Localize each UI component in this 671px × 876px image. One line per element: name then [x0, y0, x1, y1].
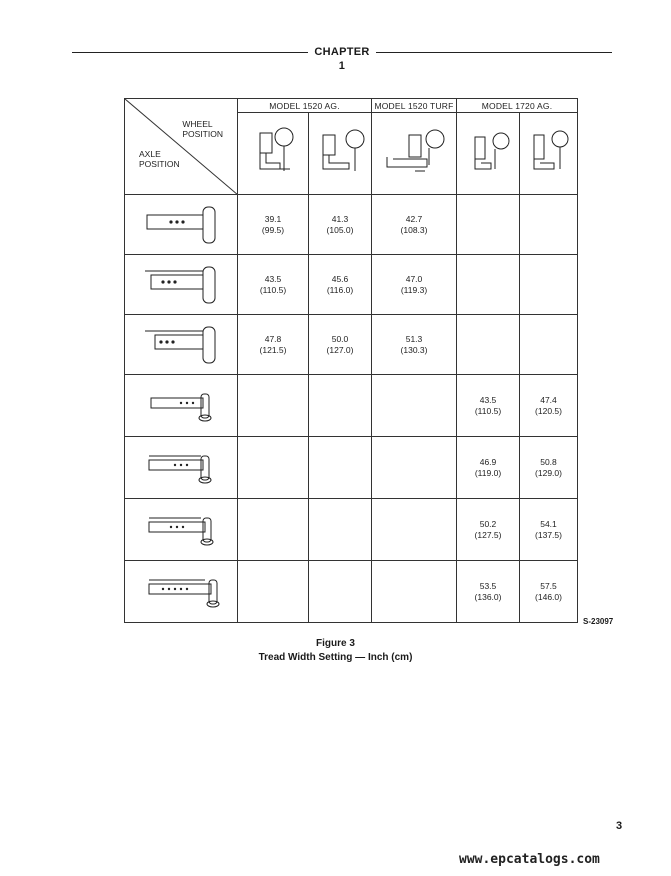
tread-value	[309, 499, 372, 561]
figure-caption: Tread Width Setting — Inch (cm)	[258, 652, 413, 663]
wheel-position-label: WHEEL POSITION	[182, 119, 223, 139]
tread-value	[457, 195, 520, 255]
table-row	[125, 255, 578, 315]
page-number: 3	[616, 820, 623, 832]
tread-value: 45.6 (116.0)	[309, 255, 372, 315]
corner-cell	[125, 99, 238, 195]
tread-value	[457, 315, 520, 375]
axle-diagram	[125, 561, 238, 623]
table-row	[125, 195, 578, 255]
tread-value: 47.4 (120.5)	[520, 375, 578, 437]
axle-diagram	[125, 437, 238, 499]
tread-value	[309, 375, 372, 437]
table-row	[125, 561, 578, 623]
table-row	[125, 437, 578, 499]
tread-value	[520, 255, 578, 315]
axle-diagram	[125, 499, 238, 561]
tread-value: 42.7 (108.3)	[372, 195, 457, 255]
model-1720-ag-header: MODEL 1720 AG.	[457, 99, 578, 113]
tread-value	[457, 255, 520, 315]
model-1520-turf-header: MODEL 1520 TURF	[372, 99, 457, 113]
tread-value: 50.2 (127.5)	[457, 499, 520, 561]
tread-value: 47.0 (119.3)	[372, 255, 457, 315]
tread-value	[372, 437, 457, 499]
tread-value	[238, 375, 309, 437]
watermark-url: www.epcatalogs.com	[459, 852, 600, 867]
table-row	[125, 375, 578, 437]
heading-rule-left	[72, 52, 308, 53]
tread-value: 41.3 (105.0)	[309, 195, 372, 255]
tread-value: 54.1 (137.5)	[520, 499, 578, 561]
tread-value	[520, 195, 578, 255]
wheel-diagram-1	[238, 113, 309, 195]
chapter-heading	[72, 45, 612, 72]
tread-value	[372, 375, 457, 437]
figure-reference: S-23097	[583, 617, 614, 626]
heading-rule-right	[376, 52, 612, 53]
tread-value	[372, 499, 457, 561]
tread-value: 57.5 (146.0)	[520, 561, 578, 623]
tread-value: 43.5 (110.5)	[457, 375, 520, 437]
figure-number: Figure 3	[316, 638, 355, 649]
table-row	[125, 499, 578, 561]
model-1520-ag-header: MODEL 1520 AG.	[238, 99, 372, 113]
axle-position-label: AXLE POSITION	[139, 149, 180, 169]
tread-value: 46.9 (119.0)	[457, 437, 520, 499]
model-header-row	[125, 99, 578, 113]
tread-value	[309, 561, 372, 623]
tread-value	[238, 561, 309, 623]
wheel-diagram-5	[520, 113, 578, 195]
tread-value: 51.3 (130.3)	[372, 315, 457, 375]
axle-diagram	[125, 315, 238, 375]
chapter-title: CHAPTER 1	[314, 46, 370, 72]
diagonal-divider	[125, 99, 238, 195]
tread-value	[520, 315, 578, 375]
axle-diagram	[125, 195, 238, 255]
tread-value: 47.8 (121.5)	[238, 315, 309, 375]
tread-value	[309, 437, 372, 499]
tread-value: 53.5 (136.0)	[457, 561, 520, 623]
tread-value	[238, 499, 309, 561]
table-row	[125, 315, 578, 375]
tread-value: 50.8 (129.0)	[520, 437, 578, 499]
tread-value: 39.1 (99.5)	[238, 195, 309, 255]
axle-diagram	[125, 375, 238, 437]
axle-diagram	[125, 255, 238, 315]
tread-value	[372, 561, 457, 623]
wheel-diagram-2	[309, 113, 372, 195]
tread-value: 50.0 (127.0)	[309, 315, 372, 375]
tread-value	[238, 437, 309, 499]
tread-width-table	[124, 98, 578, 623]
tread-value: 43.5 (110.5)	[238, 255, 309, 315]
wheel-diagram-4	[457, 113, 520, 195]
wheel-diagram-3	[372, 113, 457, 195]
